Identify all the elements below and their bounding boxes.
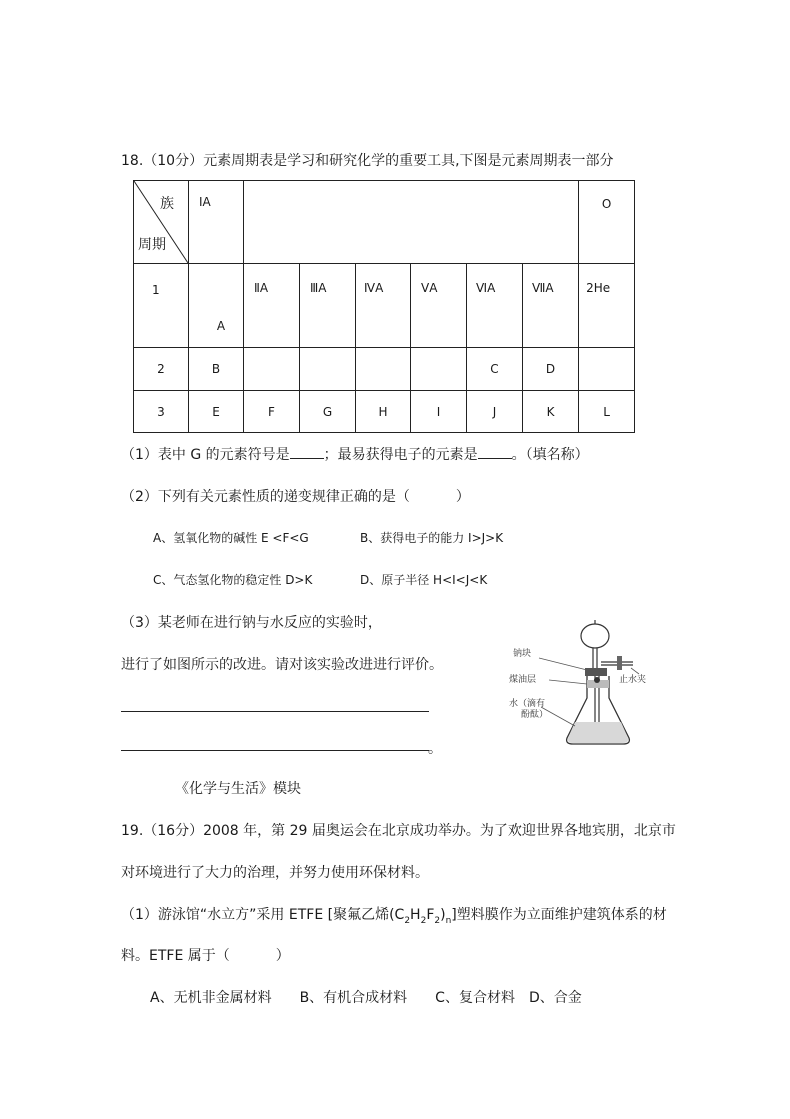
- q18-option-A: A、氢氧化物的碱性 E <F<G: [153, 531, 309, 545]
- q19-sub1-line2-text: 料。ETFE 属于（: [121, 948, 230, 964]
- q19-sub1-line1: [121, 904, 667, 926]
- answer-end-mark: 。: [428, 741, 442, 757]
- row2-cell: [244, 348, 300, 391]
- q18-sub2-stem: [121, 486, 470, 506]
- sodium-piece: [594, 677, 600, 683]
- row2-period: 2: [134, 348, 189, 391]
- row3-cell: G: [300, 391, 356, 433]
- q18-sub2-stem-close: ）: [455, 489, 470, 505]
- formula-F: F: [426, 907, 435, 923]
- row2-cell: [356, 348, 411, 391]
- q18-sub1-text-c: 。（填名称）: [511, 447, 589, 463]
- row2-cell: B: [189, 348, 244, 391]
- periodic-table: [133, 180, 635, 433]
- subscript: 2: [404, 915, 411, 926]
- label-water-phenol: 酚酞）: [521, 710, 549, 720]
- q18-sub1: [121, 444, 589, 464]
- funnel-bulb: [581, 624, 609, 648]
- group-label: ⅥA: [467, 264, 523, 348]
- stopper: [585, 668, 607, 676]
- answer-blank[interactable]: [290, 446, 324, 459]
- q19-line2: 对环境进行了大力的治理，并努力使用环保材料。: [121, 865, 429, 881]
- q19-options: A、无机非金属材料 B、有机合成材料 C、复合材料 D、合金: [150, 990, 582, 1006]
- row3-cell: I: [411, 391, 467, 433]
- row3-cell: K: [523, 391, 579, 433]
- q18-sub1-text-a: （1）表中 G 的元素符号是: [121, 447, 290, 463]
- row2-cell: [300, 348, 356, 391]
- group-label: ⅡA: [244, 264, 300, 348]
- q18-option-C: C、气态氢化物的稳定性 D>K: [153, 573, 313, 587]
- leader-line: [539, 658, 587, 670]
- q19-sub1-text-a: （1）游泳馆“水立方”采用 ETFE [聚氟乙烯(C: [121, 907, 405, 923]
- apparatus-figure: [505, 610, 665, 750]
- answer-blank[interactable]: [478, 446, 512, 459]
- row2-cell: [411, 348, 467, 391]
- subscript: 2: [420, 915, 427, 926]
- water-layer: [568, 722, 628, 743]
- q18-option-B: B、获得电子的能力 I>J>K: [360, 531, 504, 545]
- leader-line: [549, 680, 587, 684]
- module-title: 《化学与生活》模块: [175, 781, 301, 797]
- label-water: 水（滴有: [509, 699, 546, 709]
- corner-group-label: 族: [160, 196, 174, 212]
- label-clamp: 止水夹: [619, 675, 647, 685]
- row3-cell: J: [467, 391, 523, 433]
- leader-line: [631, 668, 639, 674]
- group-label: ⅢA: [300, 264, 356, 348]
- q18-sub3-line1: （3）某老师在进行钠与水反应的实验时，: [121, 615, 382, 631]
- row3-period: 3: [134, 391, 189, 433]
- answer-line-2[interactable]: [121, 750, 429, 751]
- row1-element-He: 2He: [579, 264, 635, 348]
- q19-line1: 19.（16分）2008 年，第 29 届奥运会在北京成功举办。为了欢迎世界各地宾朋，北京市: [121, 823, 676, 839]
- q18-sub1-text-b: ；最易获得电子的元素是: [323, 447, 478, 463]
- q19-sub1-text-b: ]塑料膜作为立面维护建筑体系的材: [451, 907, 667, 923]
- row1-period: 1: [134, 264, 189, 348]
- row1-element-A: A: [189, 264, 244, 348]
- q18-sub3-line2: 进行了如图所示的改进。请对该实验改进进行评价。: [121, 657, 443, 673]
- label-kerosene: 煤油层: [509, 675, 537, 685]
- row3-cell: L: [579, 391, 635, 433]
- q18-option-D: D、原子半径 H<I<J<K: [360, 573, 488, 587]
- row2-cell: [579, 348, 635, 391]
- q18-heading: 18.（10分）元素周期表是学习和研究化学的重要工具,下图是元素周期表一部分: [121, 153, 614, 169]
- q19-sub1-line2-close: ）: [275, 948, 290, 964]
- label-sodium: 钠块: [513, 649, 532, 659]
- subscript-n: n: [445, 915, 452, 926]
- clamp-icon: [617, 656, 622, 670]
- header-empty-span: [244, 181, 579, 264]
- q19-sub1-line2: [121, 945, 290, 965]
- header-O: O: [579, 181, 635, 264]
- table-corner-cell: [134, 181, 189, 264]
- corner-period-label: 周期: [138, 237, 166, 253]
- group-label: ⅣA: [356, 264, 411, 348]
- row2-cell: C: [467, 348, 523, 391]
- group-label: ⅦA: [523, 264, 579, 348]
- q18-sub2-stem-text: （2）下列有关元素性质的递变规律正确的是（: [121, 489, 410, 505]
- row3-cell: E: [189, 391, 244, 433]
- header-IA: ⅠA: [189, 181, 244, 264]
- formula-H: H: [410, 907, 421, 923]
- answer-line-1[interactable]: [121, 711, 429, 712]
- subscript: 2: [434, 915, 441, 926]
- formula-paren: ): [440, 907, 446, 923]
- group-label: ⅤA: [411, 264, 467, 348]
- row3-cell: H: [356, 391, 411, 433]
- row2-cell: D: [523, 348, 579, 391]
- row3-cell: F: [244, 391, 300, 433]
